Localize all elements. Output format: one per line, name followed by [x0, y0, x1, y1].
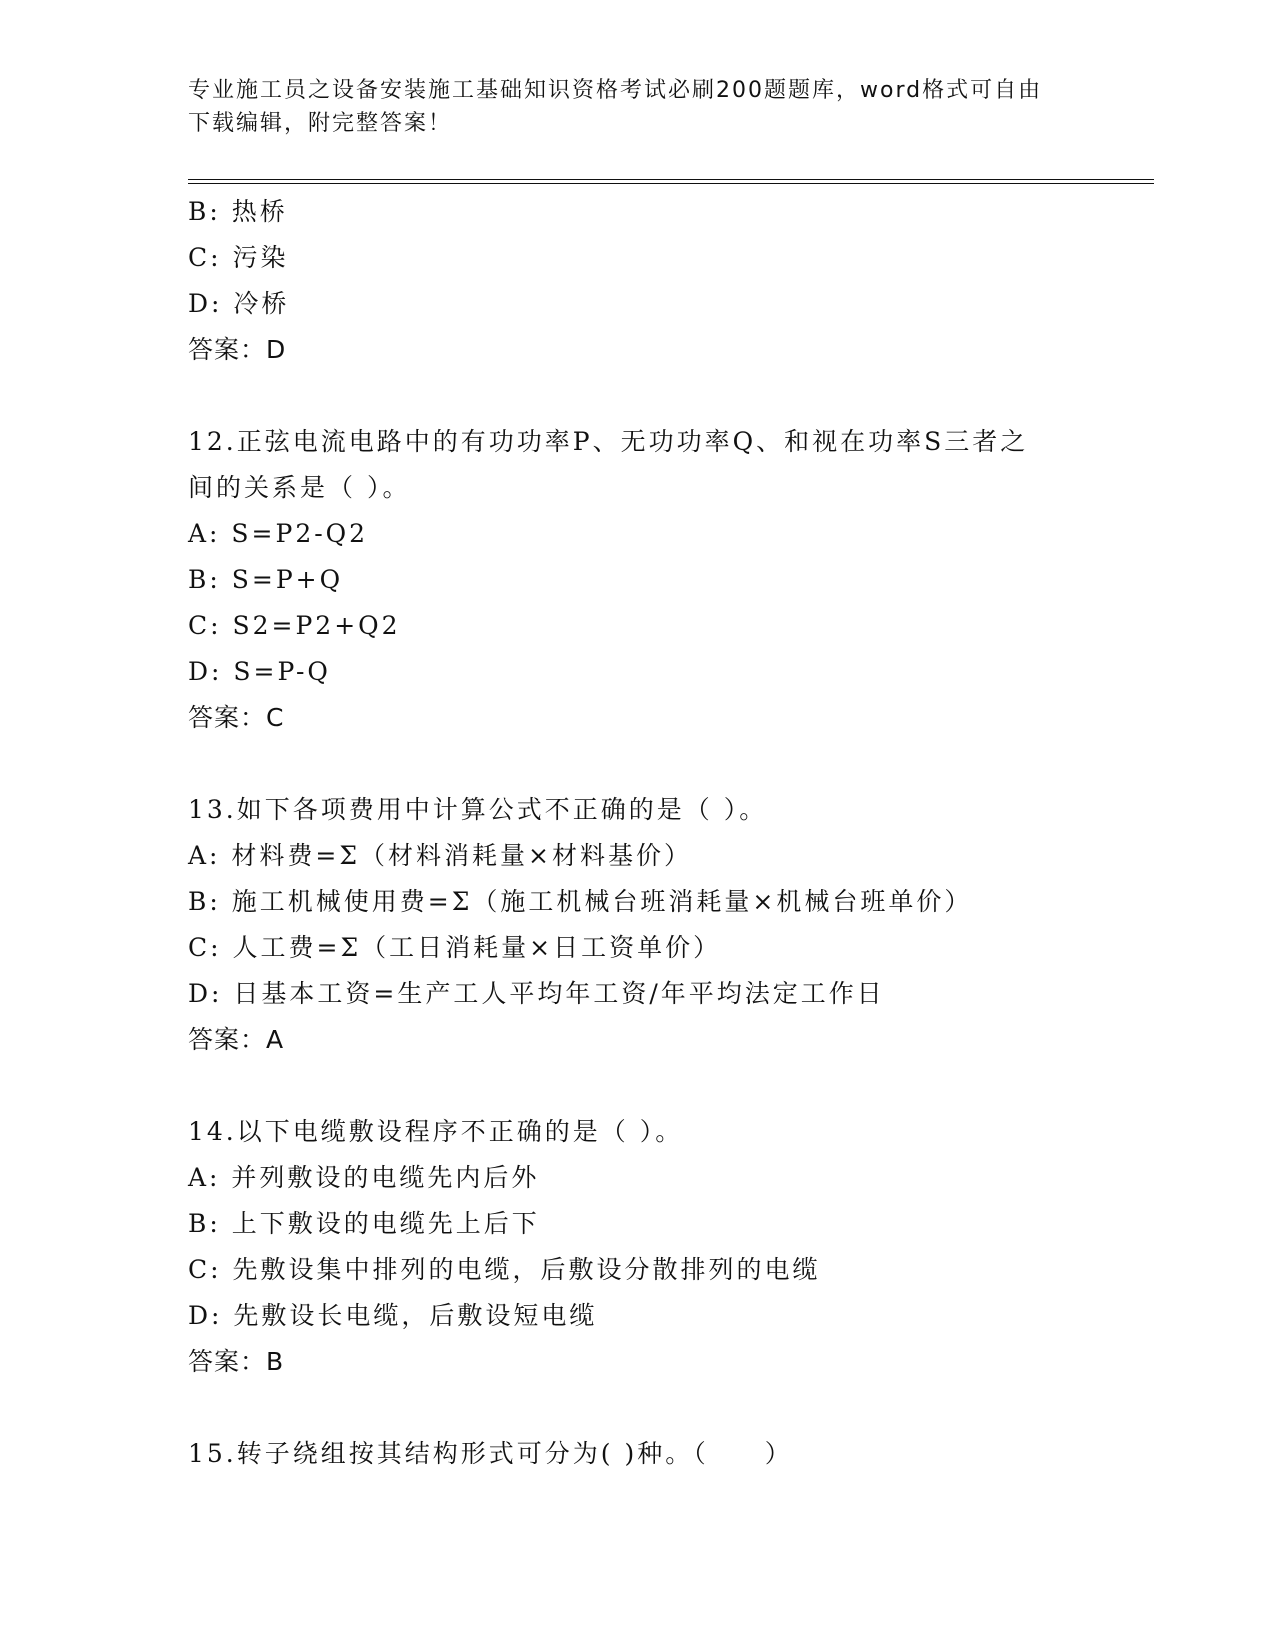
option-a: A: 并列敷设的电缆先内后外	[188, 1163, 540, 1192]
header-divider-top	[188, 179, 1154, 180]
option-b: B: S=P+Q	[188, 565, 344, 594]
question-stem: 12.正弦电流电路中的有功功率P、无功功率Q、和视在功率S三者之	[188, 427, 1029, 456]
option-a: A: S=P2-Q2	[188, 519, 369, 548]
option-d: D: 冷桥	[188, 289, 290, 318]
header-line-2: 下载编辑，附完整答案！	[188, 111, 453, 136]
spacer	[188, 1385, 1154, 1431]
spacer	[188, 741, 1154, 787]
option-b: B: 热桥	[188, 197, 288, 226]
question-stem: 15.转子绕组按其结构形式可分为( )种。（ ）	[188, 1439, 793, 1468]
question-15	[188, 1431, 1154, 1477]
document-header	[188, 74, 1068, 140]
question-12	[188, 419, 1154, 741]
answer: 答案：A	[188, 1025, 285, 1054]
spacer	[188, 1063, 1154, 1109]
option-c: C: 污染	[188, 243, 289, 272]
option-c: C: 人工费=Σ（工日消耗量×日工资单价）	[188, 933, 722, 962]
answer: 答案：C	[188, 703, 285, 732]
option-c: C: 先敷设集中排列的电缆，后敷设分散排列的电缆	[188, 1255, 821, 1284]
answer: 答案：D	[188, 335, 287, 364]
question-stem: 13.如下各项费用中计算公式不正确的是（ ）。	[188, 795, 768, 824]
header-divider-bottom	[188, 183, 1154, 184]
question-11	[188, 189, 1154, 373]
question-stem-continued: 间的关系是（ ）。	[188, 473, 411, 502]
option-c: C: S2=P2+Q2	[188, 611, 401, 640]
option-a: A: 材料费=Σ（材料消耗量×材料基价）	[188, 841, 692, 870]
option-d: D: 先敷设长电缆，后敷设短电缆	[188, 1301, 598, 1330]
question-list	[188, 189, 1154, 1477]
answer: 答案：B	[188, 1347, 285, 1376]
question-stem: 14.以下电缆敷设程序不正确的是（ ）。	[188, 1117, 684, 1146]
option-d: D: 日基本工资=生产工人平均年工资/年平均法定工作日	[188, 979, 885, 1008]
option-b: B: 上下敷设的电缆先上后下	[188, 1209, 540, 1238]
question-14	[188, 1109, 1154, 1385]
header-line-1: 专业施工员之设备安装施工基础知识资格考试必刷200题题库，word格式可自由	[188, 78, 1043, 103]
option-d: D: S=P-Q	[188, 657, 331, 686]
spacer	[188, 373, 1154, 419]
option-b: B: 施工机械使用费=Σ（施工机械台班消耗量×机械台班单价）	[188, 887, 973, 916]
question-13	[188, 787, 1154, 1063]
